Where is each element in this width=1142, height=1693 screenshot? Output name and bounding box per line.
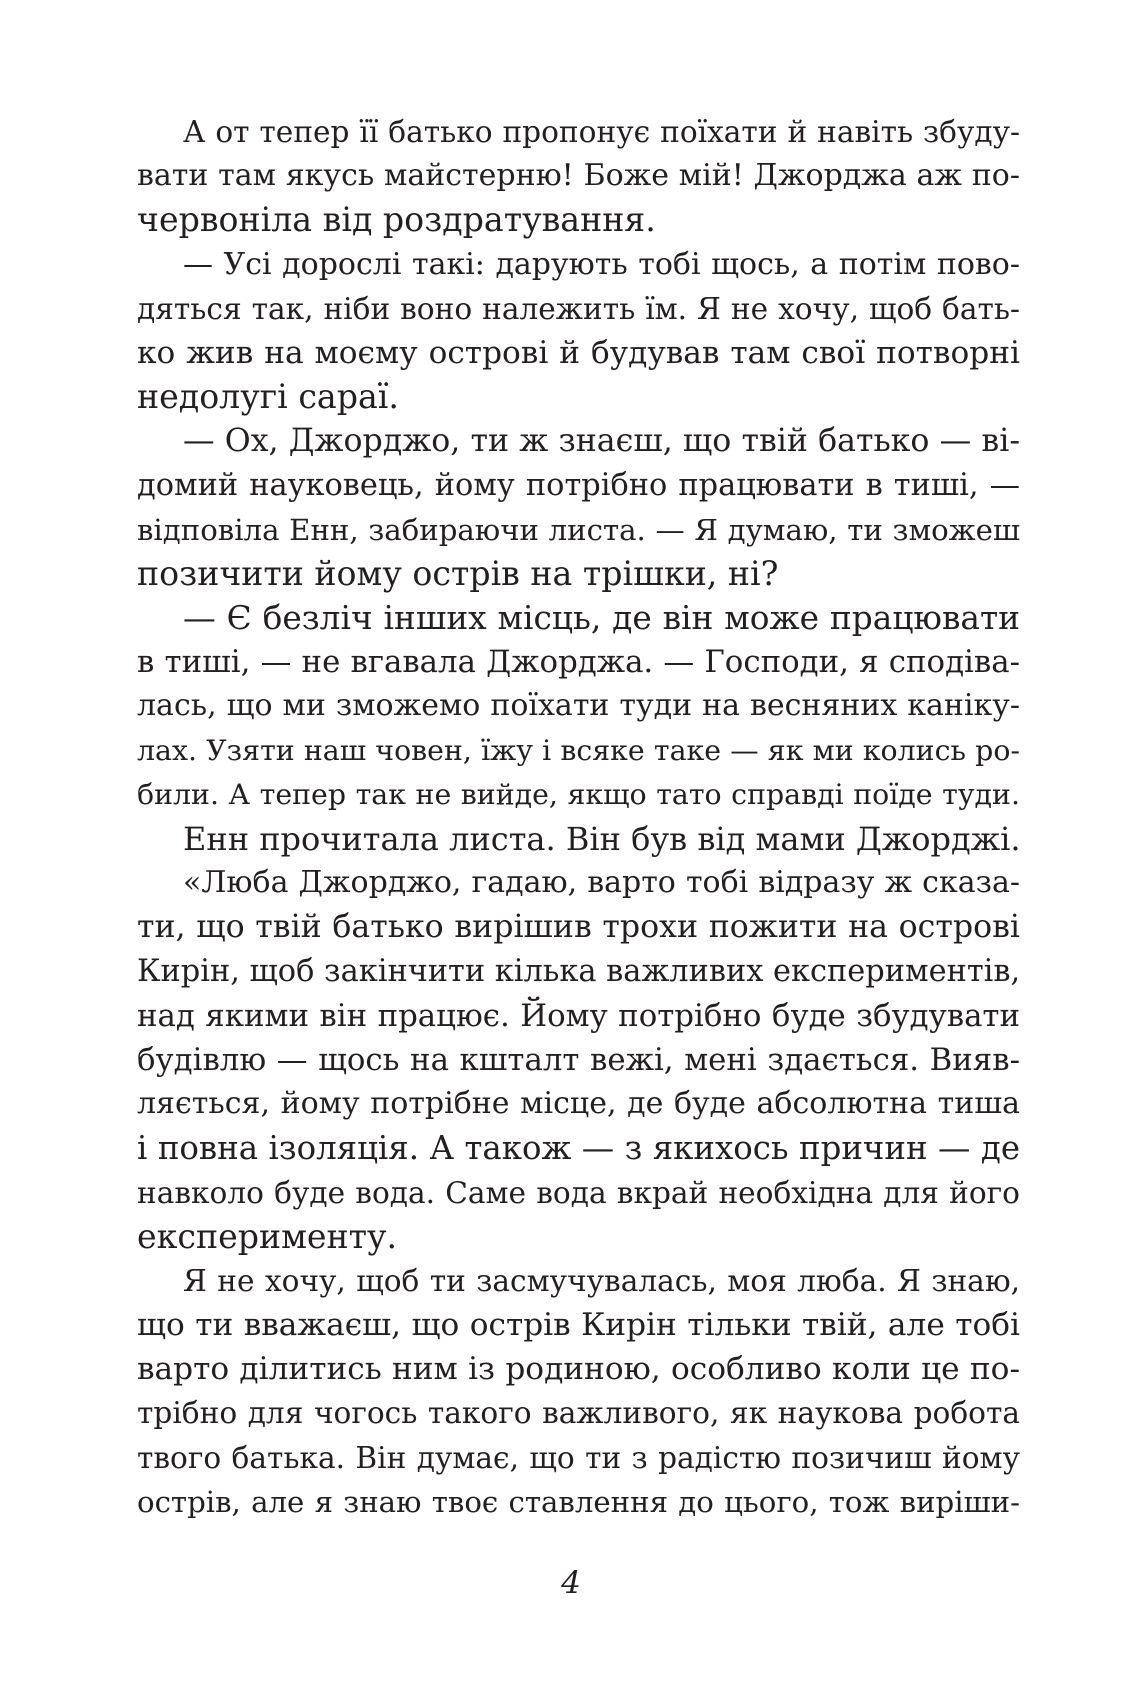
text-line: і повна ізоляція. А також — з якихось причин — де bbox=[137, 1129, 1020, 1168]
text-line: Я не хочу, щоб ти засмучувалась, моя люба. Я знаю, bbox=[183, 1263, 1020, 1298]
text-line: твого батька. Він думає, що ти з радістю позичиш йому bbox=[137, 1440, 1020, 1475]
text-line: будівлю — щось на кшталт вежі, мені здається. Вияв- bbox=[137, 1041, 1020, 1078]
text-line: недолугі сараї. bbox=[137, 377, 399, 417]
text-line: вати там якусь майстерню! Боже мій! Джорджа аж по- bbox=[137, 158, 1020, 194]
page-number: 4 bbox=[561, 1565, 581, 1601]
text-line: — Усі дорослі такі: дарують тобі щось, а потім пово- bbox=[183, 246, 1020, 282]
text-line: відповіла Енн, забираючи листа. — Я думаю, ти зможеш bbox=[137, 512, 1020, 547]
text-line: в тиші, — не вгавала Джорджа. — Господи, я сподіва- bbox=[137, 644, 1020, 681]
text-line: Кирін, щоб закінчити кілька важливих експериментів, bbox=[137, 953, 1021, 989]
text-line: лась, що ми зможемо поїхати туди на весняних каніку- bbox=[137, 688, 1020, 724]
text-line: над якими він працює. Йому потрібно буде збудувати bbox=[137, 997, 1020, 1034]
text-line: А от тепер її батько пропонує поїхати й навіть збуду- bbox=[183, 115, 1020, 149]
text-line: варто ділитись ним із родиною, особливо коли це по- bbox=[137, 1351, 1020, 1388]
text-line: Енн прочитала листа. Він був від мами Джорджі. bbox=[183, 820, 1021, 858]
body-text bbox=[137, 110, 1020, 1524]
text-line: позичити йому острів на трішки, ні? bbox=[137, 553, 779, 593]
text-line: ко жив на моєму острові й будував там свої потворні bbox=[137, 334, 1020, 371]
text-line: експерименту. bbox=[137, 1216, 398, 1256]
text-line: навколо буде вода. Саме вода вкрай необхідна для його bbox=[137, 1175, 1020, 1210]
text-line: ти, що твій батько вирішив трохи пожити на острові bbox=[137, 909, 1020, 946]
text-line: — Є безліч інших місць, де він може працювати bbox=[183, 599, 1020, 638]
text-line: острів, але я знаю твоє ставлення до цього, тож виріши- bbox=[137, 1484, 1020, 1519]
text-line: трібно для чогось такого важливого, як наукова робота bbox=[137, 1396, 1020, 1431]
text-line: ляється, йому потрібне місце, де буде абсолютна тиша bbox=[137, 1086, 1020, 1122]
text-line: домий науковець, йому потрібно працювати в тиші, — bbox=[137, 467, 1020, 503]
text-line: що ти вважаєш, що острів Кирін тільки твій, але тобі bbox=[137, 1307, 1020, 1344]
text-line: «Люба Джорджо, гадаю, варто тобі відразу ж сказа- bbox=[183, 865, 1020, 901]
text-line: — Ох, Джорджо, ти ж знаєш, що твій батько — ві- bbox=[183, 423, 1020, 460]
text-line: дяться так, ніби воно належить їм. Я не хочу, щоб бать- bbox=[137, 291, 1020, 326]
text-line: били. А тепер так не вийде, якщо тато справді поїде туди. bbox=[137, 777, 1020, 811]
text-line: лах. Узяти наш човен, їжу і всяке таке — як ми колись ро- bbox=[137, 733, 1020, 767]
text-line: червоніла від роздратування. bbox=[137, 200, 656, 240]
